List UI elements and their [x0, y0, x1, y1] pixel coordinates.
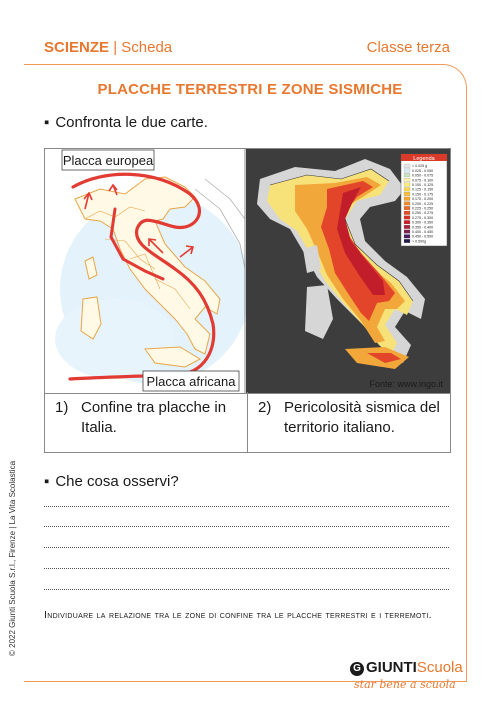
answer-line[interactable]	[44, 526, 449, 527]
class-label: Classe terza	[366, 39, 450, 56]
legend-label: 0.075 - 0.100	[412, 178, 434, 183]
legend-swatch	[404, 225, 410, 229]
legend-swatch	[404, 235, 410, 239]
header-subject	[44, 39, 172, 56]
logo-brand: GIUNTI	[366, 659, 417, 676]
legend-label: 0.250 - 0.275	[412, 211, 434, 216]
legend-swatch	[404, 206, 410, 210]
legend-label: 0.450 - 0.500	[412, 234, 434, 239]
legend-label: 0.300 - 0.350	[412, 220, 434, 225]
legend-swatch	[404, 220, 410, 224]
legend-swatch	[404, 178, 410, 182]
question-compare	[44, 114, 208, 131]
legend-label: < 0.025 g	[412, 164, 428, 169]
maps-svg	[45, 149, 450, 393]
legend-label: 0.050 - 0.075	[412, 173, 434, 178]
answer-line[interactable]	[44, 568, 449, 569]
legend-label: > 0.500g	[412, 239, 427, 244]
logo-tagline: star bene a scuola	[354, 678, 456, 691]
legend-label: 0.025 - 0.050	[412, 168, 434, 173]
copyright-text: © 2022 Giunti Scuola S.r.l., Firenze | La Vita Scolastica	[8, 460, 17, 656]
legend-label: 0.150 - 0.175	[412, 192, 434, 197]
legend-label: 0.125 - 0.150	[412, 187, 434, 192]
bullet: ▪	[44, 473, 50, 490]
seismic-hazard-map	[246, 149, 450, 393]
legend-label: 0.225 - 0.250	[412, 206, 434, 211]
question-compare-text: Confronta le due carte.	[55, 114, 208, 131]
legend-swatch	[404, 169, 410, 173]
page-title: PLACCHE TERRESTRI E ZONE SISMICHE	[97, 81, 403, 98]
legend-label: 0.275 - 0.300	[412, 215, 434, 220]
caption-2-number: 2)	[258, 399, 272, 416]
plate-boundary-map	[45, 149, 250, 393]
legend-title: Legenda	[413, 156, 435, 162]
legend-swatch	[404, 202, 410, 206]
instruction-text: Individuare la relazione tra le zone di confine tra le placche terrestri e i terremoti.	[44, 609, 432, 621]
logo-g-icon: G	[350, 662, 364, 676]
logo-brand-scuola: Scuola	[416, 659, 463, 676]
legend-swatch	[404, 164, 410, 168]
label-african-plate: Placca africana	[146, 374, 236, 389]
legend-label: 0.175 - 0.200	[412, 197, 434, 202]
caption-1-text: Confine tra placche in Italia.	[81, 399, 227, 436]
header-separator: |	[113, 39, 118, 56]
legend-swatch	[404, 188, 410, 192]
subject-label: SCIENZE	[44, 39, 110, 56]
publisher-logo	[350, 659, 463, 676]
legend-swatch	[404, 216, 410, 220]
legend-swatch	[404, 183, 410, 187]
legend-label: 0.200 - 0.225	[412, 201, 434, 206]
answer-line[interactable]	[44, 547, 449, 548]
caption-2	[247, 392, 450, 452]
legend-rows	[404, 164, 433, 243]
question-observe-text: Che cosa osservi?	[55, 473, 179, 490]
legend-swatch	[404, 192, 410, 196]
legend-label: 0.350 - 0.400	[412, 225, 434, 230]
sheet-label: Scheda	[121, 39, 173, 56]
answer-line[interactable]	[44, 506, 449, 507]
legend-swatch	[404, 230, 410, 234]
caption-1	[45, 392, 247, 452]
map-source: Fonte: www.ingo.it	[369, 379, 443, 389]
legend-swatch	[404, 173, 410, 177]
bullet: ▪	[44, 114, 50, 131]
answer-line[interactable]	[44, 589, 449, 590]
legend-label: 0.400 - 0.450	[412, 230, 434, 234]
legend-swatch	[404, 239, 410, 243]
question-observe	[44, 473, 179, 490]
caption-2-text: Pericolosità sismica del territorio italiano.	[284, 399, 440, 436]
label-european-plate: Placca europea	[62, 153, 154, 168]
maps-panel	[44, 148, 451, 394]
legend-swatch	[404, 211, 410, 215]
legend-swatch	[404, 197, 410, 201]
caption-1-number: 1)	[55, 399, 69, 416]
legend-label: 0.100 - 0.125	[412, 183, 434, 187]
map-captions	[44, 392, 451, 453]
